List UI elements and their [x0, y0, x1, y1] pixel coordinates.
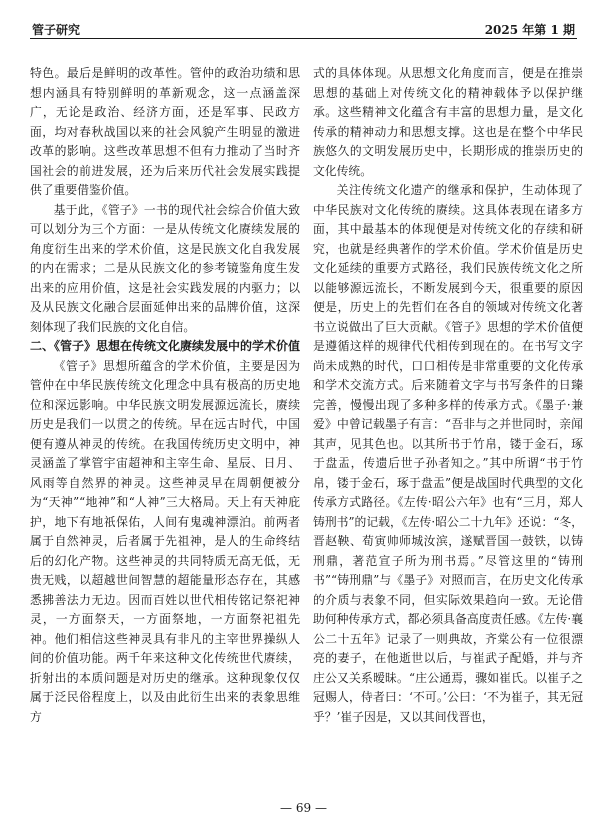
running-header	[30, 20, 577, 39]
section-heading: 二、《管子》思想在传统文化赓续发展中的学术价值	[30, 339, 300, 353]
right-paragraph-2: 关注传统文化遗产的继承和保护，生动体现了中华民族对文化传统的赓续。这具体表现在诸多方面，其中最基本的体现便是对传统文化的存续和研究，也就是经典著作的学术价值。学术价值是历史文化延续的重要方式路径，我们民族传统文化之所以能够源远流长，不断发展到今天，很重要的原因便是，历史上的先哲们在各自的领域对传统文化著书立说做出了巨大贡献。《管子》思想的学术价值便是遵循这样的规律代代相传到现在的。在书写文字尚未成熟的时代，口口相传是非常重要的文化传承和学术交流方式。后来随着文字与书写条件的日臻完善，慢慢出现了多种多样的传承方式。《墨子·兼爱》中曾记载墨子有言：“吾非与之并世同时，亲闻其声，见其色也。以其所书于竹帛，镂于金石，琢于盘盂，传遗后世子孙者知之。”其中所谓“书于竹帛，镂于金石，琢于盘盂”便是战国时代典型的文化传承方式路径。《左传·昭公六年》也有“三月，郑人铸刑书”的记载，《左传·昭公二十九年》还说：“冬，晋赵鞅、荀寅帅师城汝滨，遂赋晋国一鼓铁，以铸刑鼎，著范宣子所为刑书焉。”尽管这里的“铸刑书”“铸刑鼎”与《墨子》对照而言，在历史文化传承的介质与表象不同，但实际效果趋向一致。无论借助何种传承方式，都必须具备高度责任感。《左传·襄公二十五年》记录了一则典故，齐棠公有一位很漂亮的妻子，在他逝世以后，与崔武子配婚，并与齐庄公又关系暧昧。“庄公通焉，骤如崔氏。以崔子之冠赐人，侍者曰：‘不可。’公曰：‘不为崔子，其无冠乎？’崔子因是，又以其间伐晋也，	[313, 183, 583, 724]
left-column	[30, 64, 300, 784]
journal-title: 管子研究	[32, 23, 81, 37]
page-number: — 69 —	[280, 801, 327, 815]
left-paragraph-2: 基于此，《管子》一书的现代社会综合价值大致可以划分为三个方面：一是从传统文化赓续发展的角度衍生出来的学术价值，这是民族文化自我发展的内在需求；二是从民族文化的参考镜鉴角度生发出来的应用价值，这是社会实践发展的内驱力；以及从民族文化融合层面延伸出来的品牌价值，这深刻体现了我们民族的文化自信。	[30, 202, 300, 334]
right-paragraph-1: 式的具体体现。从思想文化角度而言，便是在推崇思想的基础上对传统文化的精神载体予以保护继承。这些精神文化蕴含有丰富的思想力量，是文化传承的精神动力和思想支撑。这也是在整个中华民族悠久的文明发展历史中，长期形成的推崇历史的文化传统。	[313, 66, 583, 178]
left-paragraph-1: 特色。最后是鲜明的改革性。管仲的政治功绩和思想内涵具有特别鲜明的革新观念，这一点涵盖深广，无论是政治、经济方面，还是军事、民政方面，均对春秋战国以来的社会风貌产生明显的激进改革的影响。这些改革思想不但有力推动了当时齐国社会的前进发展，还为后来历代社会发展实践提供了重要借鉴价值。	[30, 66, 300, 197]
issue-label: 2025 年第 1 期	[484, 23, 575, 37]
left-paragraph-3: 《管子》思想所蕴含的学术价值，主要是因为管仲在中华民族传统文化理念中具有极高的历史地位和深远影响。中华民族文明发展源远流长，赓续历史是我们一以贯之的传统。早在远古时代，中国便有遵从神灵的传统。在我国传统历史文明中，神灵涵盖了掌管宇宙超神和主宰生命、星辰、日月、风雨等自然界的神灵。这些神灵早在周朝便被分为“天神”“地神”和“人神”三大格局。天上有天神庇护，地下有地祇保佑，人间有鬼魂神漂泊。前两者属于自然神灵，后者属于先祖神，是人的生命终结后的幻化产物。这些神灵的共同特质无高无低，无贵无贱，以超越世间智慧的超能量形态存在，其感悉拂善法力无边。因而百姓以世代相传铭记祭祀神灵，一方面祭天，一方面祭地，一方面祭祀祖先神。他们相信这些神灵具有非凡的主宰世界操纵人间的价值功能。两千年来这种文化传统世代赓续，折射出的本质问题是对历史的继承。这种现象仅仅属于泛民俗程度上，以及由此衍生出来的表象思维方	[30, 358, 300, 724]
right-column	[313, 64, 583, 784]
